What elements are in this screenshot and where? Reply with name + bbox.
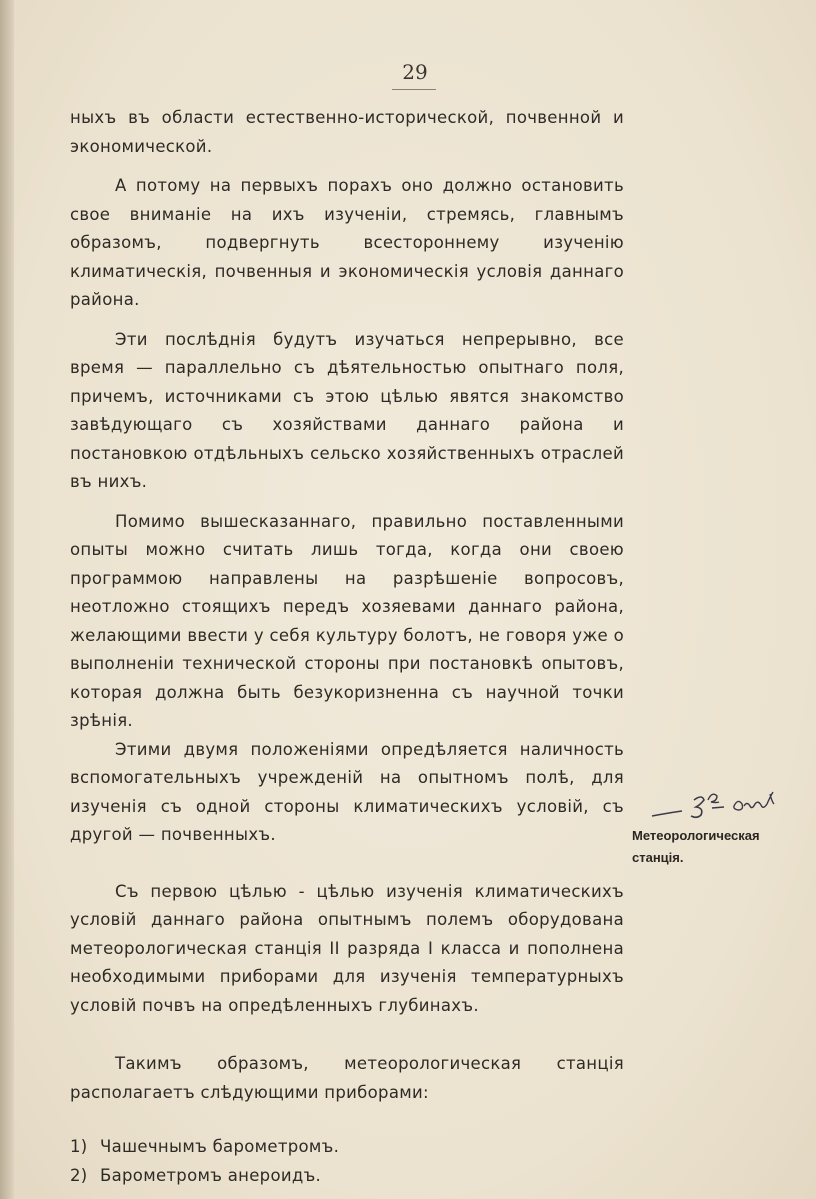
list-item-text: Барометромъ анероидъ. — [100, 1165, 322, 1185]
list-item — [70, 1133, 624, 1162]
list-item-text: Чашечнымъ барометромъ. — [100, 1137, 340, 1156]
paragraph-3: Эти послѣднія будутъ изучаться непрерывно, все время — параллельно съ дѣятельностью опытнаго поля, причемъ, источниками съ этою цѣлью явятся знакомство завѣдующаго съ хозяйствами даннаго района и постановкою отдѣльныхъ сельско хозяйственныхъ отраслей въ нихъ. — [70, 329, 624, 491]
list-item-number: 1) — [70, 1137, 88, 1156]
paragraph-6: Съ первою цѣлью - цѣлью изученія климатическихъ условій даннаго района опытнымъ полемъ оборудована метеорологическая станція II разряда I класса и пополнена необходимыми приборами для изученія температурныхъ условій почвъ на опредѣленныхъ глубинахъ. — [70, 881, 624, 1015]
page-binding-edge — [0, 0, 14, 1199]
page-number: 29 — [402, 60, 428, 84]
instrument-list — [70, 1133, 624, 1190]
paragraph-1: ныхъ въ области естественно-исторической, почвенной и экономической. — [70, 108, 624, 156]
paragraph-4: Помимо вышесказаннаго, правильно поставленными опыты можно считать лишь тогда, когда они своею программою направлены на разрѣшеніе вопросовъ, неотложно стоящихъ передъ хозяевами даннаго района, желающими ввести у себя культуру болотъ, не говоря уже о выполненіи технической стороны при постановкѣ опытовъ, которая должна быть безукоризненна съ научной точки зрѣнія. — [70, 511, 624, 730]
paragraph-2: А потому на первыхъ порахъ оно должно остановить свое вниманіе на ихъ изученіи, стремясь, главнымъ образомъ, подвергнуть всестороннему изученію климатическія, почвенныя и экономическія условія даннаго района. — [70, 176, 624, 309]
list-item-number: 2) — [70, 1165, 88, 1185]
paragraph-5: Этими двумя положеніями опредѣляется наличность вспомогательныхъ учрежденій на опытномъ полѣ, для изученія съ одной стороны климатическихъ условій, съ другой — почвенныхъ. — [70, 739, 624, 844]
main-text — [70, 104, 624, 1190]
list-item — [70, 1162, 624, 1191]
page-number-rule — [392, 89, 436, 90]
paragraph-7: Такимъ образомъ, метеорологическая станція располагаетъ слѣдующими приборами: — [70, 1054, 624, 1102]
handwritten-annotation — [650, 778, 800, 828]
margin-note: Метеорологическая станція. — [632, 828, 760, 865]
